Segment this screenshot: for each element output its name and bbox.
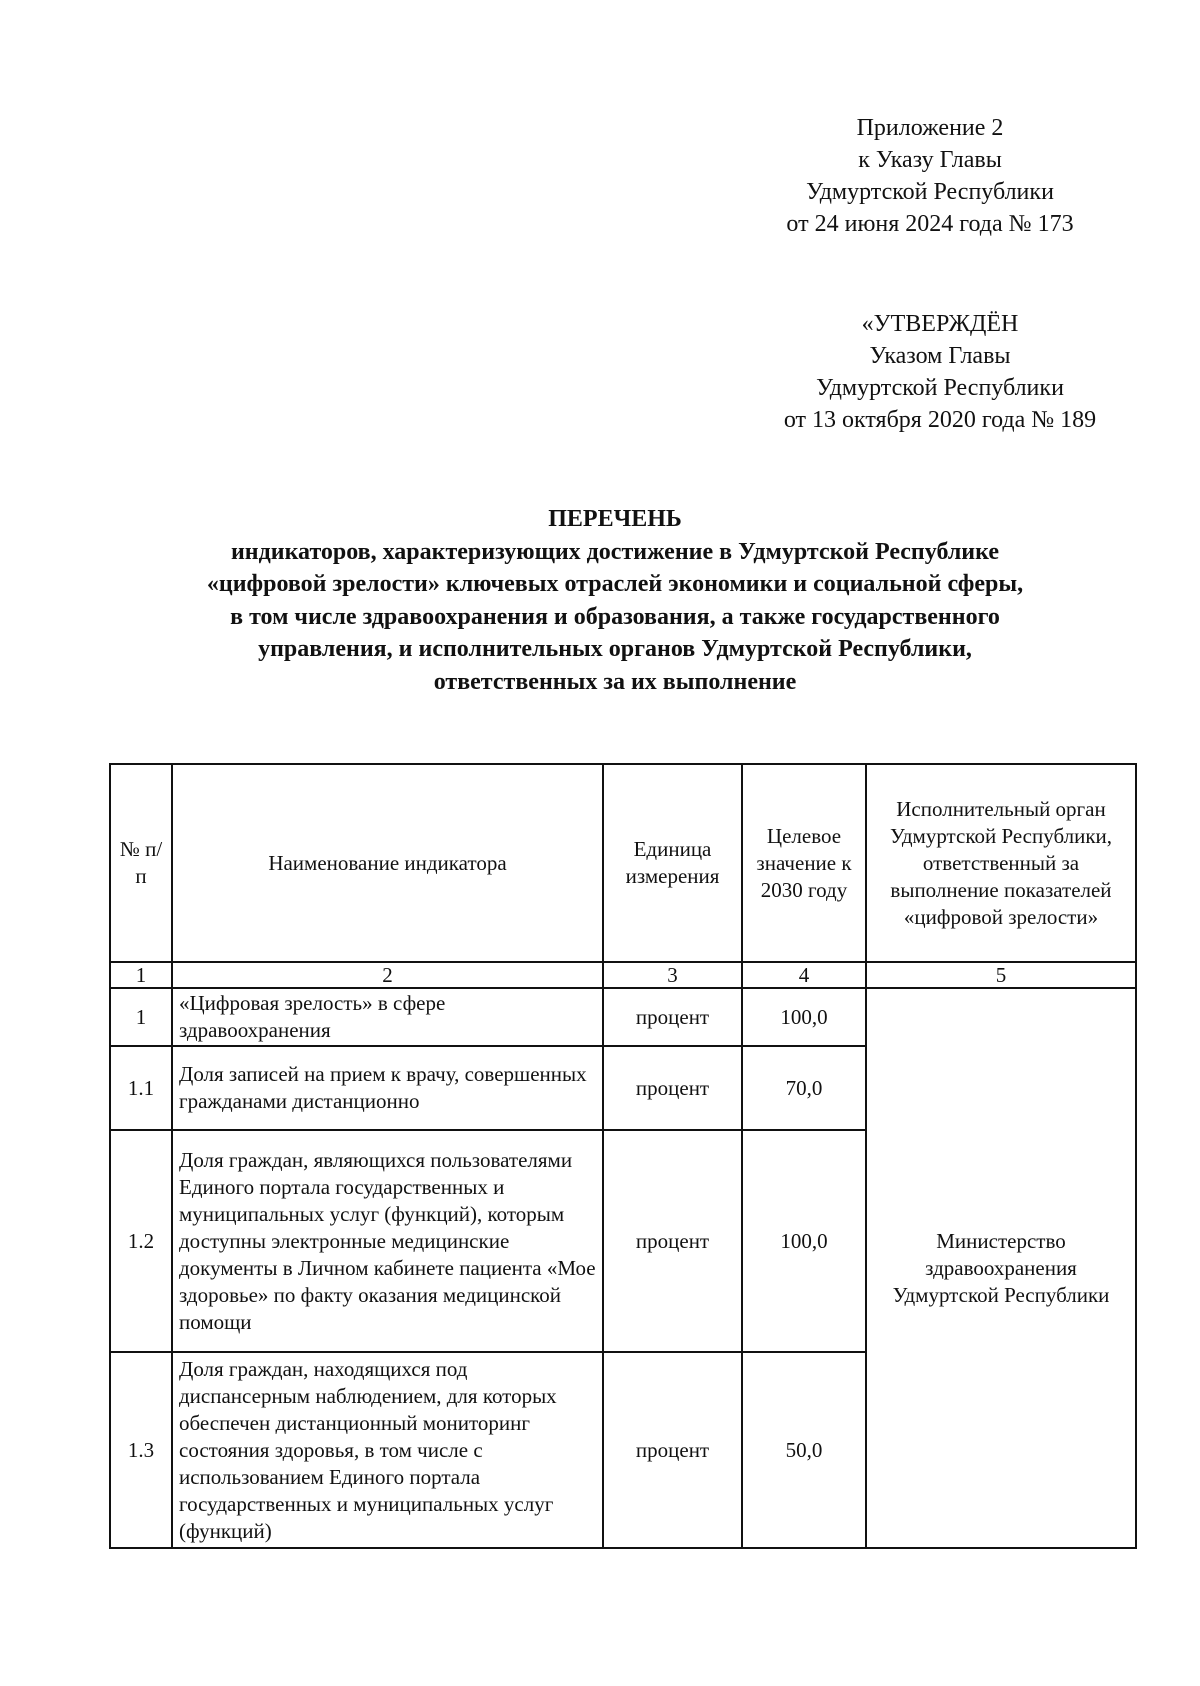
row-target: 50,0 [742, 1352, 866, 1548]
row-name: Доля записей на прием к врачу, совершенных гражданами дистанционно [172, 1046, 603, 1130]
appendix-line: от 24 июня 2024 года № 173 [786, 211, 1074, 237]
row-num: 1.2 [110, 1130, 172, 1352]
approval-line: Удмуртской Республики [816, 375, 1064, 401]
row-unit: процент [603, 1352, 742, 1548]
title-line: индикаторов, характеризующих достижение в Удмуртской Республике [230, 538, 1000, 565]
title-line: «цифровой зрелости» ключевых отраслей экономики и социальной сферы, [206, 571, 1024, 597]
title-line: управления, и исполнительных органов Удмуртской Республики, [258, 636, 972, 662]
approval-line: «УТВЕРЖДЁН [861, 311, 1019, 337]
row-unit: процент [603, 1046, 742, 1130]
header-target: Целевое значение к 2030 году [742, 764, 866, 962]
column-numbers-row [110, 962, 1136, 988]
header-name: Наименование индикатора [172, 764, 603, 962]
row-unit: процент [603, 988, 742, 1046]
appendix-line: к Указу Главы [858, 147, 1002, 173]
row-num: 1 [110, 988, 172, 1046]
row-unit: процент [603, 1130, 742, 1352]
column-number: 1 [110, 962, 172, 988]
title-line: в том числе здравоохранения и образования, а также государственного [230, 603, 1000, 630]
header-num: № п/п [110, 764, 172, 962]
column-number: 4 [742, 962, 866, 988]
row-target: 100,0 [742, 1130, 866, 1352]
row-num: 1.3 [110, 1352, 172, 1548]
table-header-row [110, 764, 1136, 962]
row-name: Доля граждан, находящихся под диспансерным наблюдением, для которых обеспечен дистанционный мониторинг состояния здоровья, в том числе с использованием Единого портала государственных и муниципальных услуг (функций) [172, 1352, 603, 1548]
appendix-block [740, 112, 1120, 240]
row-target: 70,0 [742, 1046, 866, 1130]
row-target: 100,0 [742, 988, 866, 1046]
approval-line: от 13 октября 2020 года № 189 [783, 407, 1097, 433]
appendix-line: Удмуртской Республики [806, 179, 1054, 205]
approval-line: Указом Главы [869, 343, 1011, 369]
indicators-table [109, 763, 1137, 1549]
title-heading: ПЕРЕЧЕНЬ [548, 506, 682, 532]
title-line: ответственных за их выполнение [433, 668, 797, 695]
row-name: «Цифровая зрелость» в сфере здравоохранения [172, 988, 603, 1046]
authority-cell: Министерство здравоохранения Удмуртской Республики [866, 988, 1136, 1548]
header-unit: Единица измерения [603, 764, 742, 962]
column-number: 5 [866, 962, 1136, 988]
approval-block [740, 308, 1140, 436]
document-title [60, 503, 1170, 698]
appendix-line: Приложение 2 [856, 115, 1004, 141]
table-row [110, 988, 1136, 1046]
column-number: 2 [172, 962, 603, 988]
column-number: 3 [603, 962, 742, 988]
row-name: Доля граждан, являющихся пользователями Единого портала государственных и муниципальных услуг (функций), которым доступны электронные медицинские документы в Личном кабинете пациента «Мое здоровье» по факту оказания медицинской помощи [172, 1130, 603, 1352]
row-num: 1.1 [110, 1046, 172, 1130]
header-authority: Исполнительный орган Удмуртской Республики, ответственный за выполнение показателей «цифровой зрелости» [866, 764, 1136, 962]
